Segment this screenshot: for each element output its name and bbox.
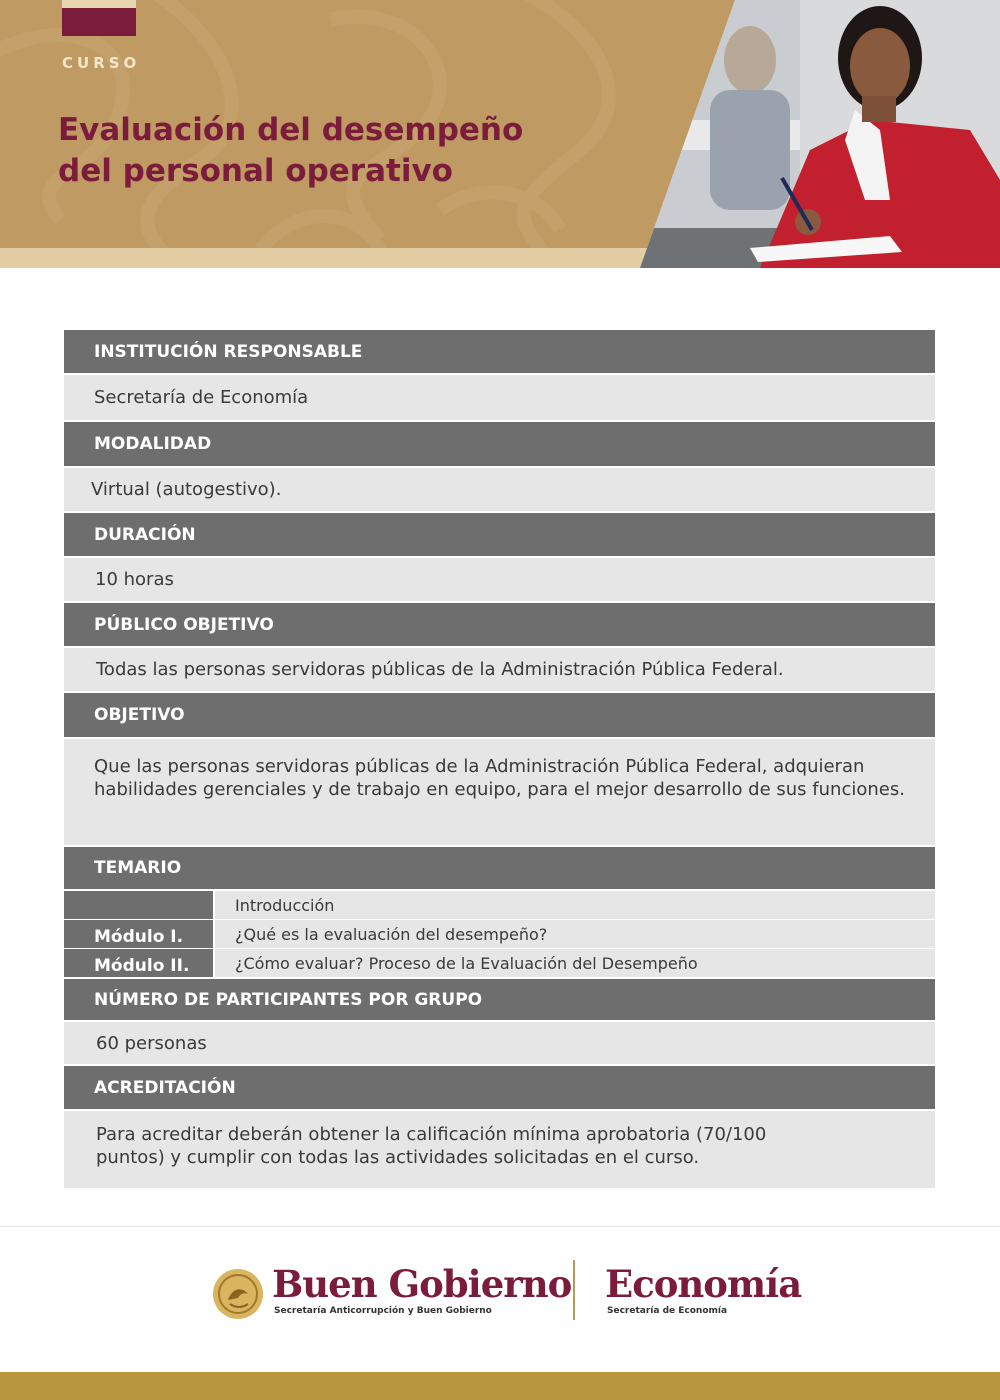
mexico-seal-icon bbox=[212, 1268, 264, 1320]
value-acreditacion: Para acreditar deberán obtener la calificación mínima aprobatoria (70/100 puntos) y cumplir con todas las actividades solicitadas en el curso. bbox=[64, 1109, 935, 1190]
header-modalidad: MODALIDAD bbox=[64, 422, 935, 466]
title-line-2: del personal operativo bbox=[58, 153, 453, 189]
header-temario: TEMARIO bbox=[64, 847, 935, 889]
accent-bar bbox=[62, 8, 136, 36]
title-line-1: Evaluación del desempeño bbox=[58, 112, 524, 148]
accent-bar-top bbox=[62, 0, 136, 8]
header-duracion: DURACIÓN bbox=[64, 513, 935, 556]
temario-topic: ¿Cómo evaluar? Proceso de la Evaluación del Desempeño bbox=[215, 949, 935, 977]
temario-module bbox=[64, 891, 213, 919]
footer-logos bbox=[212, 1262, 802, 1326]
header-acreditacion: ACREDITACIÓN bbox=[64, 1066, 935, 1109]
temario-module: Módulo II. bbox=[64, 949, 213, 977]
temario-list bbox=[64, 889, 935, 977]
temario-row bbox=[64, 889, 935, 919]
temario-topic: Introducción bbox=[215, 891, 935, 919]
footer-divider-line bbox=[0, 1226, 1000, 1227]
value-duracion: 10 horas bbox=[64, 556, 935, 603]
temario-topic: ¿Qué es la evaluación del desempeño? bbox=[215, 920, 935, 948]
header-banner bbox=[0, 0, 1000, 268]
value-modalidad: Virtual (autogestivo). bbox=[64, 466, 935, 513]
economia-logo: Economía bbox=[605, 1262, 802, 1306]
value-institucion: Secretaría de Economía bbox=[64, 373, 935, 422]
logo-divider bbox=[573, 1260, 575, 1320]
header-objetivo: OBJETIVO bbox=[64, 693, 935, 737]
header-publico: PÚBLICO OBJETIVO bbox=[64, 603, 935, 646]
bottom-bar bbox=[0, 1372, 1000, 1400]
temario-module: Módulo I. bbox=[64, 920, 213, 948]
course-info-table bbox=[64, 330, 935, 1190]
value-objetivo: Que las personas servidoras públicas de la Administración Pública Federal, adquieran habilidades gerenciales y de trabajo en equipo, para el mejor desarrollo de sus funciones. bbox=[64, 737, 935, 847]
temario-row bbox=[64, 919, 935, 948]
value-publico: Todas las personas servidoras públicas de la Administración Pública Federal. bbox=[64, 646, 935, 693]
header-institucion: INSTITUCIÓN RESPONSABLE bbox=[64, 330, 935, 373]
header-participantes: NÚMERO DE PARTICIPANTES POR GRUPO bbox=[64, 977, 935, 1020]
buen-gobierno-subtitle: Secretaría Anticorrupción y Buen Gobierno bbox=[274, 1306, 492, 1316]
economia-subtitle: Secretaría de Economía bbox=[607, 1306, 728, 1316]
course-kicker: CURSO bbox=[62, 54, 141, 72]
buen-gobierno-logo: Buen Gobierno bbox=[272, 1262, 572, 1306]
value-participantes: 60 personas bbox=[64, 1020, 935, 1066]
page-title bbox=[58, 110, 598, 192]
temario-row bbox=[64, 948, 935, 977]
